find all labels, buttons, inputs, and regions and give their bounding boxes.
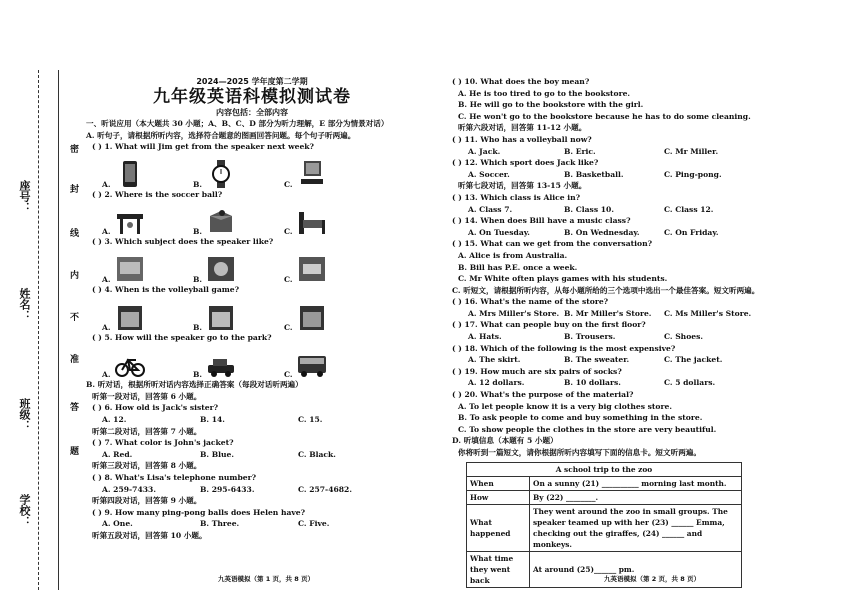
seat-label: 座号： [18, 180, 31, 213]
car-icon [206, 349, 236, 379]
subject-picture-icon [206, 254, 236, 284]
question-13: ( ) 13. Which class is Alice in? [452, 192, 581, 202]
option-a: A. Hats. [468, 332, 502, 342]
q15-option-b: B. Bill has P.E. once a week. [458, 262, 578, 272]
q4-pictures [86, 296, 448, 332]
binding-strip [0, 70, 86, 600]
option-b: B. Basketball. [564, 169, 624, 179]
question-9: ( ) 9. How many ping-pong balls does Helen have? [92, 507, 306, 517]
q15-option-c: C. Mr White often plays games with his students. [458, 274, 668, 284]
question-8: ( ) 8. What's Lisa's telephone number? [92, 472, 257, 482]
option-c: C. Five. [298, 519, 330, 529]
option-c: C. 5 dollars. [664, 378, 716, 388]
seal-char: 不 [70, 313, 80, 323]
q20-option-b: B. To ask people to come and buy something in the store. [458, 413, 703, 423]
row-value: On a sunny (21) __________ morning last month. [530, 476, 742, 490]
option-c: C. Mr Miller. [664, 146, 719, 156]
q1-pictures [86, 153, 448, 189]
subject-picture-icon [115, 254, 145, 284]
option-a: A. On Tuesday. [468, 227, 530, 237]
box-icon [206, 206, 236, 236]
q15-option-a: A. Alice is from Australia. [458, 250, 568, 260]
question-3: ( ) 3. Which subject does the speaker like? [92, 237, 274, 247]
q10-option-a: A. He is too tired to go to the bookstore. [458, 88, 631, 98]
option-label: A. [102, 370, 111, 380]
dialogue-1: 听第一段对话，回答第 6 小题。 [92, 391, 202, 401]
q8-options [86, 484, 448, 496]
option-a: A. 12 dollars. [468, 378, 525, 388]
option-b: B. Class 10. [564, 204, 614, 214]
smartphone-icon [115, 159, 145, 189]
question-11: ( ) 11. Who has a volleyball now? [452, 134, 592, 144]
q19-options [452, 377, 842, 389]
option-c: C. Ms Miller's Store. [664, 308, 752, 318]
q16-options [452, 308, 842, 320]
option-a: A. One. [102, 519, 133, 529]
row-value: They went around the zoo in small groups. The speaker teamed up with her (23) ______ Emma, checking out the giraffes, (24) ______ and monkeys. [530, 504, 742, 551]
q17-options [452, 331, 842, 343]
option-c: C. 257-4682. [298, 484, 352, 494]
section-d-heading: D. 听填信息（本题有 5 小题） [452, 436, 558, 446]
section-d-instruction: 你将听到一篇短文，请你根据所听内容填写下面的信息卡。短文听两遍。 [458, 448, 701, 457]
option-b: B. 14. [200, 414, 225, 424]
info-card-table [466, 462, 742, 588]
calendar-icon [206, 302, 236, 332]
school-label: 学校： [18, 494, 31, 527]
option-label: C. [284, 227, 293, 237]
option-label: A. [102, 274, 111, 284]
row-key: How [467, 490, 530, 504]
question-10: ( ) 10. What does the boy mean? [452, 77, 590, 86]
option-c: C. Shoes. [664, 332, 704, 342]
option-c: C. On Friday. [664, 227, 719, 237]
table-row [467, 490, 742, 504]
section-a-heading: A. 听句子，请根据所听内容，选择符合题意的图画回答问题。每个句子听两遍。 [86, 130, 356, 140]
option-c: C. Ping-pong. [664, 169, 722, 179]
row-value: By (22) ________. [530, 490, 742, 504]
q9-options [86, 518, 448, 530]
option-b: B. 10 dollars. [564, 378, 621, 388]
question-19: ( ) 19. How much are six pairs of socks? [452, 366, 622, 376]
option-label: C. [284, 322, 293, 332]
section-c-heading: C. 听短文，请根据所听内容，从每小题所给的三个选项中选出一个最佳答案。短文听两遍。 [452, 285, 760, 295]
page-one [86, 76, 448, 541]
seal-char: 密 [70, 145, 80, 155]
q5-pictures [86, 343, 448, 379]
bicycle-icon [115, 349, 145, 379]
exam-scope: 内容包括：全部内容 [216, 108, 288, 117]
bed-icon [297, 206, 327, 236]
option-a: A. The skirt. [468, 355, 521, 365]
seal-line-dashed [38, 70, 39, 590]
page-footer: 九英语模拟（第 1 页，共 8 页） [218, 575, 315, 583]
q6-options [86, 414, 448, 426]
option-label: B. [193, 179, 203, 189]
option-c: C. 15. [298, 414, 323, 424]
option-label: A. [102, 179, 111, 189]
dialogue-3: 听第三段对话，回答第 8 小题。 [92, 461, 202, 471]
option-a: A. Class 7. [468, 204, 513, 214]
option-label: B. [193, 322, 203, 332]
page-two [452, 76, 842, 588]
option-label: B. [193, 274, 203, 284]
school-year: 2024—2025 学年度第二学期 [196, 77, 308, 86]
subject-picture-icon [297, 254, 327, 284]
dialogue-7: 听第七段对话，回答第 13-15 小题。 [458, 181, 587, 191]
option-label: C. [284, 370, 293, 380]
q3-pictures [86, 248, 448, 284]
dialogue-2: 听第二段对话，回答第 7 小题。 [92, 426, 202, 436]
computer-icon [297, 159, 327, 189]
option-a: A. 12. [102, 414, 127, 424]
q2-pictures [86, 200, 448, 236]
option-c: C. The jacket. [664, 355, 723, 365]
dialogue-6: 听第六段对话，回答第 11-12 小题。 [458, 123, 587, 133]
dialogue-5: 听第五段对话，回答第 10 小题。 [92, 530, 207, 540]
row-key: What time they went back [467, 551, 530, 587]
option-b: B. Three. [200, 519, 240, 529]
question-5: ( ) 5. How will the speaker go to the park? [92, 332, 272, 342]
question-4: ( ) 4. When is the volleyball game? [92, 284, 240, 294]
option-label: B. [193, 370, 203, 380]
class-label: 班级： [18, 398, 31, 431]
seal-char: 答 [70, 403, 80, 413]
table-row [467, 504, 742, 551]
option-b: B. Trousers. [564, 332, 616, 342]
seal-char: 线 [70, 229, 80, 239]
q18-options [452, 354, 842, 366]
question-16: ( ) 16. What's the name of the store? [452, 297, 609, 307]
option-a: A. Jack. [468, 146, 501, 156]
question-12: ( ) 12. Which sport does Jack like? [452, 158, 599, 168]
watch-icon [206, 159, 236, 189]
seal-char: 封 [70, 185, 80, 195]
question-20: ( ) 20. What's the purpose of the material? [452, 390, 634, 400]
option-c: C. Black. [298, 449, 336, 459]
option-a: A. Mrs Miller's Store. [468, 308, 560, 318]
row-key: When [467, 476, 530, 490]
option-b: B. Eric. [564, 146, 596, 156]
row-key: What happened [467, 504, 530, 551]
seal-char: 内 [70, 271, 80, 281]
option-label: A. [102, 227, 111, 237]
part-heading: 一、听说应用（本大题共 30 小题；A、B、C、D 部分为听力理解，E 部分为情景对话） [86, 119, 389, 128]
q20-option-a: A. To let people know it is a very big clothes store. [458, 401, 672, 411]
question-2: ( ) 2. Where is the soccer ball? [92, 189, 223, 199]
option-label: C. [284, 179, 293, 189]
question-6: ( ) 6. How old is Jack's sister? [92, 403, 219, 413]
question-17: ( ) 17. What can people buy on the first floor? [452, 320, 646, 330]
dialogue-4: 听第四段对话，回答第 9 小题。 [92, 496, 202, 506]
option-b: B. Mr Miller's Store. [564, 308, 652, 318]
q7-options [86, 449, 448, 461]
table-title: A school trip to the zoo [467, 462, 742, 476]
option-a: A. Soccer. [468, 169, 510, 179]
page-title: 九年级英语科模拟测试卷 [153, 87, 351, 107]
question-15: ( ) 15. What can we get from the conversation? [452, 239, 653, 249]
calendar-icon [297, 302, 327, 332]
seal-line-solid [58, 70, 59, 590]
option-b: B. Blue. [200, 449, 235, 459]
option-a: A. Red. [102, 449, 133, 459]
q14-options [452, 227, 842, 239]
question-7: ( ) 7. What color is John's jacket? [92, 438, 234, 448]
seal-char: 题 [70, 447, 80, 457]
question-1: ( ) 1. What will Jim get from the speaker next week? [92, 142, 314, 152]
option-label: C. [284, 274, 293, 284]
q11-options [452, 146, 842, 158]
option-b: B. On Wednesday. [564, 227, 640, 237]
seal-char: 准 [70, 355, 80, 365]
name-label: 姓名： [18, 288, 31, 321]
table-icon [115, 206, 145, 236]
q10-option-c: C. He won't go to the bookstore because he has to do some cleaning. [458, 111, 751, 121]
q20-option-c: C. To show people the clothes in the store are very beautiful. [458, 424, 717, 434]
question-14: ( ) 14. When does Bill have a music class? [452, 216, 631, 226]
option-c: C. Class 12. [664, 204, 714, 214]
q13-options [452, 204, 842, 216]
option-b: B. 295-6433. [200, 484, 255, 494]
option-label: B. [193, 227, 203, 237]
question-18: ( ) 18. Which of the following is the most expensive? [452, 343, 676, 353]
table-row [467, 476, 742, 490]
option-label: A. [102, 322, 111, 332]
q12-options [452, 169, 842, 181]
option-b: B. The sweater. [564, 355, 630, 365]
q10-option-b: B. He will go to the bookstore with the girl. [458, 100, 644, 110]
page-footer: 九英语模拟（第 2 页，共 8 页） [604, 575, 701, 583]
section-b-heading: B. 听对话，根据所听对话内容选择正确答案（每段对话听两遍） [86, 380, 303, 390]
row-value: At around (25)______ pm. [530, 551, 742, 587]
option-a: A. 259-7433. [102, 484, 156, 494]
calendar-icon [115, 302, 145, 332]
bus-icon [297, 349, 327, 379]
